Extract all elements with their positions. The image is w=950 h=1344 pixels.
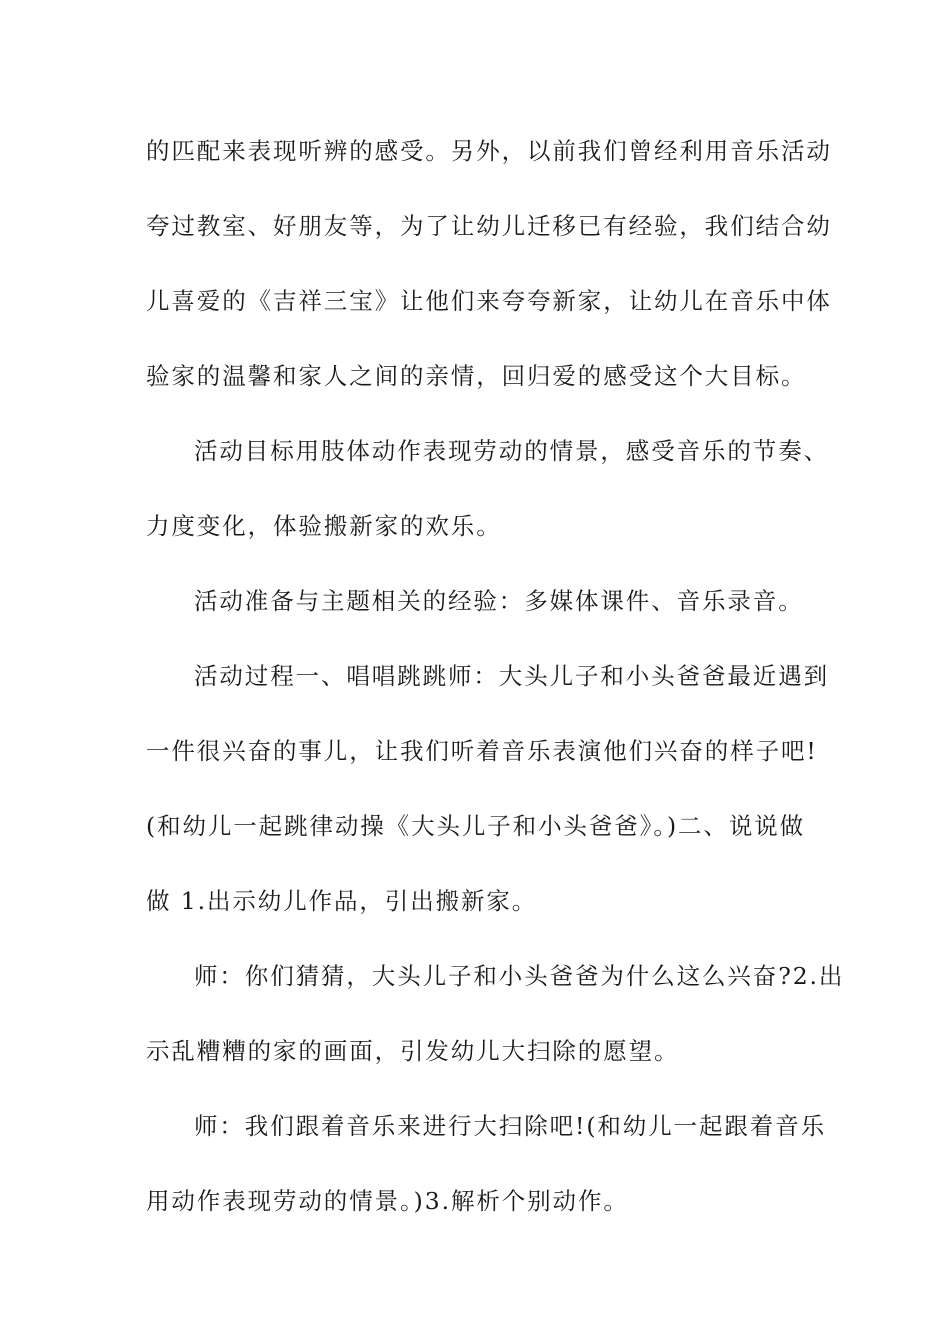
paragraph-line-3: 儿喜爱的《吉祥三宝》让他们来夸夸新家，让幼儿在音乐中体 [146,287,832,315]
paragraph-line-13: 示乱糟糟的家的画面，引发幼儿大扫除的愿望。 [146,1037,680,1065]
paragraph-line-10: (和幼儿一起跳律动操《大头儿子和小头爸爸》。)二、说说做 [146,812,806,840]
paragraph-line-8: 活动过程一、唱唱跳跳师：大头儿子和小头爸爸最近遇到 [194,662,829,690]
paragraph-line-14: 师：我们跟着音乐来进行大扫除吧!(和幼儿一起跟着音乐 [194,1112,827,1140]
paragraph-line-11: 做 1.出示幼儿作品，引出搬新家。 [146,887,538,915]
paragraph-line-9: 一件很兴奋的事儿，让我们听着音乐表演他们兴奋的样子吧! [146,737,818,765]
paragraph-line-6: 力度变化，体验搬新家的欢乐。 [146,512,502,540]
paragraph-line-12: 师：你们猜猜，大头儿子和小头爸爸为什么这么兴奋?2.出 [194,962,845,990]
paragraph-line-2: 夸过教室、好朋友等，为了让幼儿迁移已有经验，我们结合幼 [146,212,832,240]
paragraph-line-7: 活动准备与主题相关的经验：多媒体课件、音乐录音。 [194,587,804,615]
paragraph-line-15: 用动作表现劳动的情景。)3.解析个别动作。 [146,1187,629,1215]
paragraph-line-1: 的匹配来表现听辨的感受。另外，以前我们曾经利用音乐活动 [146,137,832,165]
paragraph-line-5: 活动目标用肢体动作表现劳动的情景，感受音乐的节奏、 [194,437,829,465]
paragraph-line-4: 验家的温馨和家人之间的亲情，回归爱的感受这个大目标。 [146,362,807,390]
